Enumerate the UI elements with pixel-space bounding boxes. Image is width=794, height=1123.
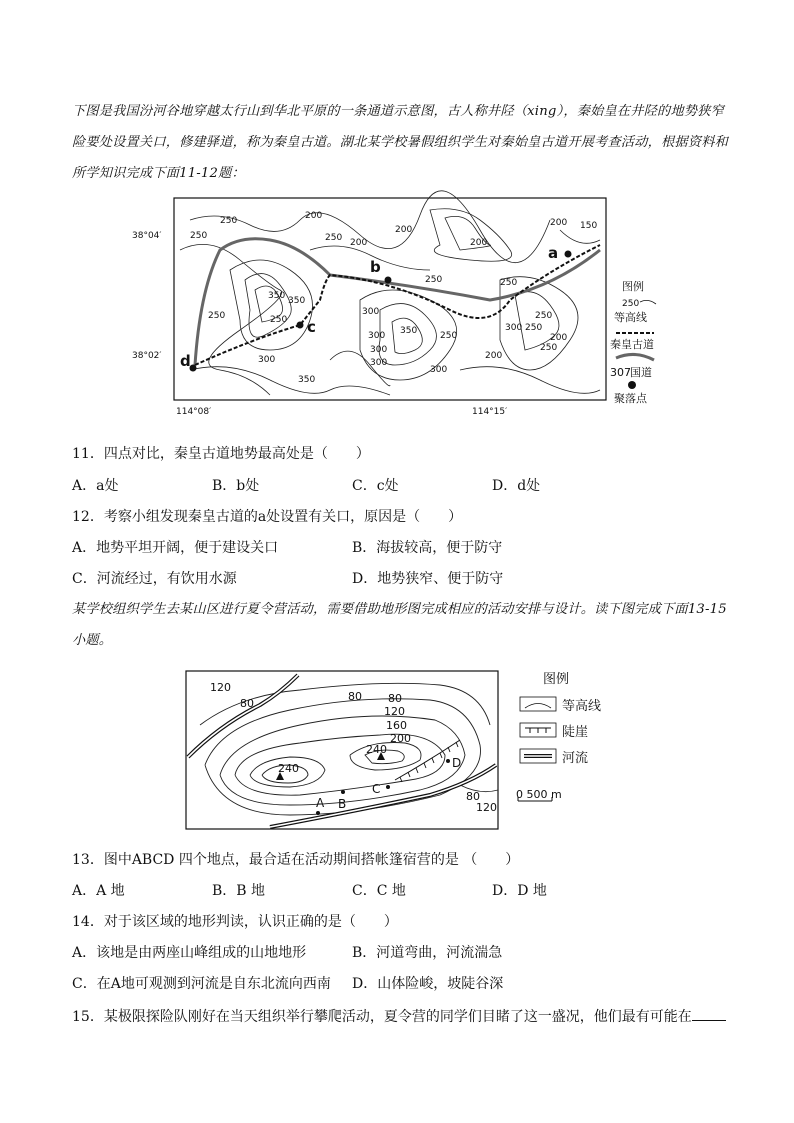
q12-option-d[interactable]: D．地势狭窄、便于防守 (352, 571, 504, 587)
q11-option-d[interactable]: D．d处 (492, 478, 541, 494)
longitude-right: 114°15′ (472, 407, 508, 417)
intro-paragraph-2: 某学校组织学生去某山区进行夏令营活动，需要借助地形图完成相应的活动安排与设计。读下图完成下面13-15小题。 (72, 602, 727, 648)
contour-label: 200 (485, 351, 503, 361)
point-b-marker (385, 277, 392, 284)
legend-river-label: 河流 (562, 751, 589, 766)
contour-label: 250 (535, 311, 553, 321)
contour-label: 300 (430, 365, 448, 375)
latitude-top: 38°04′ (132, 231, 162, 241)
legend-cliff-label: 陡崖 (562, 725, 589, 740)
legend-title: 图例 (543, 672, 570, 687)
contour-label: 200 (470, 238, 488, 248)
q14-option-d[interactable]: D．山体险峻，坡陡谷深 (352, 976, 504, 992)
contour-label: 350 (268, 291, 286, 301)
contour-label: 300 (362, 307, 380, 317)
contour-label: 80 (388, 692, 402, 705)
contour-label: 300 (370, 345, 388, 355)
legend-contour-label: 等高线 (562, 699, 602, 714)
answer-blank[interactable] (692, 1006, 726, 1021)
contour-label: 120 (210, 681, 231, 694)
contour-label: 350 (298, 375, 316, 385)
point-C-marker (386, 785, 390, 789)
q12-option-b[interactable]: B．海拔较高，便于防守 (352, 540, 503, 556)
contour-label: 120 (476, 801, 497, 814)
topographic-map-2 (180, 665, 620, 835)
q12-option-c[interactable]: C．河流经过，有饮用水源 (72, 571, 237, 587)
q14-option-c[interactable]: C．在A地可观测到河流是自东北流向西南 (72, 976, 331, 992)
contour-label: 250 (270, 315, 288, 325)
point-A-label: A (316, 796, 325, 810)
point-a-label: a (548, 244, 559, 262)
contour-label: 150 (580, 221, 598, 231)
legend-contour-value: 250 (622, 299, 640, 309)
point-D-marker (446, 759, 450, 763)
contour-label: 80 (348, 690, 362, 703)
contour-label: 250 (208, 311, 226, 321)
legend-highway-label: 国道 (630, 366, 652, 379)
legend-contour-label: 等高线 (614, 311, 647, 324)
q11-option-a[interactable]: A．a处 (72, 478, 119, 494)
question-15-text: 15．某极限探险队刚好在当天组织举行攀爬活动，夏令营的同学们目睹了这一盛况，他们最有可能在 (72, 1009, 692, 1025)
contour-label: 200 (390, 732, 411, 745)
contour-label: 250 (500, 278, 518, 288)
topographic-map-1 (130, 190, 670, 430)
contour-label: 80 (466, 790, 480, 803)
contour-label: 250 (425, 275, 443, 285)
contour-label: 200 (305, 211, 323, 221)
longitude-left: 114°08′ (176, 407, 212, 417)
q11-option-b[interactable]: B．b处 (212, 478, 260, 494)
contour-label: 200 (550, 333, 568, 343)
contour-label: 350 (288, 296, 306, 306)
point-B-label: B (338, 797, 347, 811)
point-B-marker (341, 790, 345, 794)
point-A-marker (316, 811, 320, 815)
question-12-stem: 12．考察小组发现秦皇古道的a处设置有关口，原因是（ ） (72, 509, 463, 525)
contour-label: 250 (220, 216, 238, 226)
contour-label: 200 (550, 218, 568, 228)
q14-option-b[interactable]: B．河道弯曲，河流湍急 (352, 945, 503, 961)
q14-option-a[interactable]: A．该地是由两座山峰组成的山地地形 (72, 945, 307, 961)
contour-label: 250 (525, 323, 543, 333)
legend-highway-no: 307 (610, 366, 631, 379)
contour-label: 240 (278, 762, 299, 775)
question-13-stem: 13．图中ABCD 四个地点，最合适在活动期间搭帐篷宿营的是 （ ） (72, 852, 520, 868)
point-b-label: b (370, 258, 381, 276)
legend-title: 图例 (622, 280, 644, 293)
contour-label: 300 (258, 355, 276, 365)
q13-option-c[interactable]: C．C 地 (352, 883, 406, 899)
contour-label: 300 (368, 331, 386, 341)
contour-label: 250 (540, 343, 558, 353)
point-a-marker (565, 251, 572, 258)
legend-road-label: 秦皇古道 (610, 338, 654, 351)
contour-label: 250 (190, 231, 208, 241)
q13-option-a[interactable]: A．A 地 (72, 883, 125, 899)
contour-label: 240 (366, 743, 387, 756)
contour-label: 160 (386, 719, 407, 732)
point-d-label: d (180, 352, 191, 370)
q13-option-d[interactable]: D．D 地 (492, 883, 547, 899)
map1-legend (610, 279, 656, 405)
point-D-label: D (452, 756, 462, 770)
map2-legend (516, 672, 601, 801)
contour-label: 300 (505, 323, 523, 333)
point-c-marker (297, 322, 304, 329)
point-C-label: C (372, 782, 381, 796)
point-c-label: c (307, 318, 316, 336)
contour-label: 200 (395, 225, 413, 235)
contour-label: 120 (384, 705, 405, 718)
legend-settlement-label: 聚落点 (614, 392, 647, 405)
contour-label: 250 (440, 331, 458, 341)
intro-paragraph-1: 下图是我国汾河谷地穿越太行山到华北平原的一条通道示意图，古人称井陉（xing），秦始皇在井陉的地势狭窄险要处设置关口，修建驿道，称为秦皇古道。湖北某学校暑假组织学生对秦始皇古道开展考查活动，根据资料和所学知识完成下面11-12题： (72, 104, 728, 181)
scale-label: 0 500 m (516, 788, 562, 801)
contour-label: 200 (350, 238, 368, 248)
q13-option-b[interactable]: B．B 地 (212, 883, 266, 899)
contour-label: 300 (370, 358, 388, 368)
question-11-stem: 11．四点对比，秦皇古道地势最高处是（ ） (72, 446, 370, 462)
q12-option-a[interactable]: A．地势平坦开阔，便于建设关口 (72, 540, 279, 556)
contour-label: 350 (400, 326, 418, 336)
contour-label: 80 (240, 697, 254, 710)
contour-label: 250 (325, 233, 343, 243)
q11-option-c[interactable]: C．c处 (352, 478, 399, 494)
question-15-stem (72, 1006, 732, 1027)
latitude-bottom: 38°02′ (132, 351, 162, 361)
question-14-stem: 14．对于该区域的地形判读，认识正确的是（ ） (72, 914, 398, 930)
